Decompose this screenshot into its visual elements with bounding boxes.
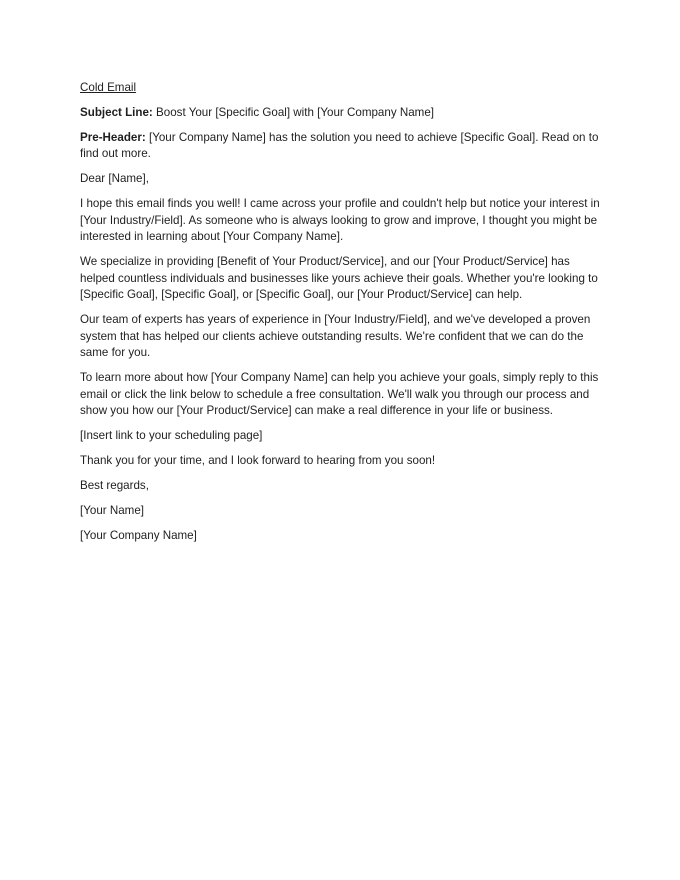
closing-line: Thank you for your time, and I look forward to hearing from you soon!	[80, 454, 436, 467]
link-placeholder: [Insert link to your scheduling page]	[80, 429, 263, 442]
body-paragraph-4: To learn more about how [Your Company Name] can help you achieve your goals, simply reply to this email or click the link below to schedule a free consultation. We'll walk you through our process and show you how our [Your Product/Service] can make a real difference in your life or business.	[80, 371, 599, 417]
document-title: Cold Email	[80, 81, 137, 94]
subject-label: Subject Line:	[80, 105, 153, 119]
body-paragraph-1: I hope this email finds you well! I came across your profile and couldn't help but notice your interest in [Your Industry/Field]. As someone who is always looking to grow and improve, I thought you might be interested in learning about [Your Company Name].	[80, 197, 600, 243]
signature-name: [Your Name]	[80, 504, 145, 517]
email-template	[80, 80, 605, 553]
sign-off: Best regards,	[80, 479, 149, 492]
preheader-label: Pre-Header:	[80, 130, 146, 144]
subject-text: Boost Your [Specific Goal] with [Your Company Name]	[156, 105, 434, 119]
signature-company: [Your Company Name]	[80, 529, 197, 542]
body-paragraph-3: Our team of experts has years of experience in [Your Industry/Field], and we've developed a proven system that has helped our clients achieve outstanding results. We're confident that we can do the same for you.	[80, 313, 591, 359]
body-paragraph-2: We specialize in providing [Benefit of Your Product/Service], and our [Your Product/Service] has helped countless individuals and businesses like yours achieve their goals. Whether you're looking to [Specific Goal], [Specific Goal], or [Specific Goal], our [Your Product/Service] can help.	[80, 255, 598, 301]
preheader-line	[80, 130, 605, 163]
greeting: Dear [Name],	[80, 172, 149, 185]
preheader-text: [Your Company Name] has the solution you need to achieve [Specific Goal]. Read on to find out more.	[80, 130, 599, 160]
subject-line	[80, 105, 605, 122]
